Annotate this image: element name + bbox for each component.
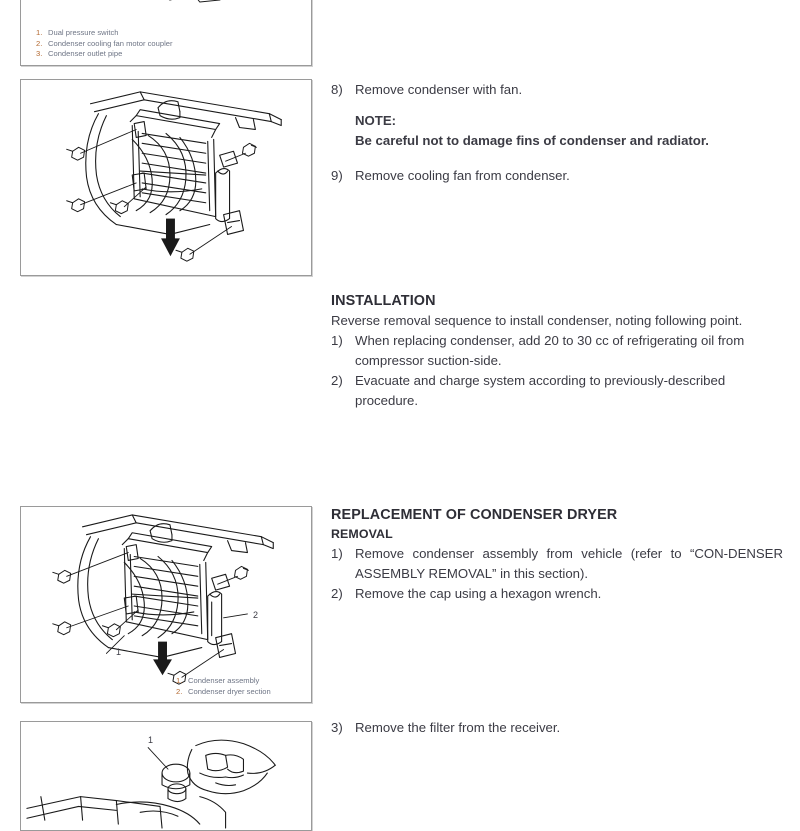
figure-4-callout-1: 1 [148,735,154,745]
note-text: Be careful not to damage fins of condenser and radiator. [355,133,709,148]
figure-3-callout-2: 2 [253,610,259,620]
step-9-block [331,166,783,186]
caption-label: Dual pressure switch [48,28,119,37]
filter-removal-line-art [21,722,311,830]
removal-item-1 [331,544,783,584]
caption-number: 1. [176,676,183,685]
caption-number: 3. [36,49,43,59]
figure-filter-removal-by-hand [20,721,312,831]
installation-item-1 [331,331,783,371]
caption-line [176,687,271,698]
removal-subheading: REMOVAL [331,527,393,541]
removal-item-2-text: Remove the cap using a hexagon wrench. [355,586,602,601]
caption-line [36,39,173,50]
note-block [355,111,783,151]
caption-label: Condenser assembly [188,676,260,685]
removal-item-3-marker: 3) [331,720,343,735]
condenser-dryer-line-art [21,507,311,702]
caption-label: Condenser cooling fan motor coupler [48,38,173,48]
removal-item-1-text: Remove condenser assembly from vehicle (refer to “CON-DENSER ASSEMBLY REMOVAL” in this section). [355,546,783,581]
step-8-text: Remove condenser with fan. [355,82,523,97]
caption-line [176,676,271,687]
removal-item-3-block [331,718,783,738]
caption-number: 2. [176,686,183,696]
caption-number: 2. [36,38,43,48]
note-label: NOTE: [355,113,397,128]
step-8-marker: 8) [331,82,343,97]
figure-condenser-with-fan [20,79,312,276]
figure-3-callout-1: 1 [116,647,122,657]
figure-1-caption [36,28,173,60]
condenser-with-fan-line-art [21,80,311,275]
installation-intro: Reverse removal sequence to install condenser, noting following point. [331,313,743,328]
caption-label: Condenser dryer section [188,686,271,696]
figure-condenser-dryer-section [20,506,312,703]
removal-item-3 [331,718,783,738]
step-9-text: Remove cooling fan from condenser. [355,168,570,183]
replacement-section [331,505,783,604]
caption-label: Condenser outlet pipe [48,49,123,59]
removal-item-1-marker: 1) [331,546,343,561]
installation-section [331,291,783,411]
caption-line [36,28,173,39]
figure-3-caption [176,676,271,697]
installation-item-1-text: When replacing condenser, add 20 to 30 cc of refrigerating oil from compressor suction-side. [355,333,745,368]
step-8-block [331,80,783,100]
step-8 [331,80,783,100]
step-9-marker: 9) [331,168,343,183]
removal-item-3-text: Remove the filter from the receiver. [355,720,561,735]
installation-item-1-marker: 1) [331,333,343,348]
caption-line [36,49,173,60]
removal-item-2 [331,584,783,604]
step-9 [331,166,783,186]
installation-item-2-text: Evacuate and charge system according to previously-described procedure. [355,373,726,408]
replacement-heading: REPLACEMENT OF CONDENSER DRYER [331,507,618,523]
installation-heading: INSTALLATION [331,293,436,309]
installation-item-2-marker: 2) [331,373,343,388]
installation-item-2 [331,371,783,411]
removal-item-2-marker: 2) [331,586,343,601]
caption-number: 1. [36,28,43,37]
